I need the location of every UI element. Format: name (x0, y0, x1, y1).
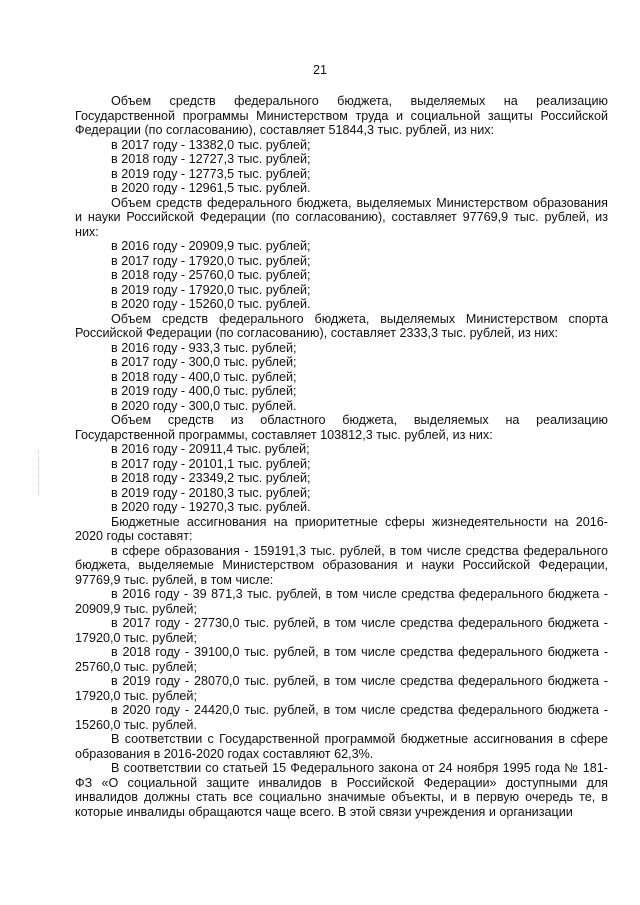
list-item: в 2018 году - 23349,2 тыс. рублей; (111, 471, 311, 485)
paragraph: Бюджетные ассигнования на приоритетные сферы жизнедеятельности на 2016-2020 годы составят: (75, 514, 608, 543)
list-item: в 2020 году - 300,0 тыс. рублей. (111, 398, 297, 413)
paragraph: Объем средств федерального бюджета, выделяемых Министерством спорта Российской Федерации (по согласованию), составляет 2333,3 тыс. рублей, из них: (75, 311, 608, 340)
list-item: в 2018 году - 12727,3 тыс. рублей; (111, 152, 311, 166)
scan-edge-mark (38, 450, 53, 495)
list-item: в 2017 году - 300,0 тыс. рублей; (111, 355, 297, 369)
paragraph: Объем средств федерального бюджета, выделяемых на реализацию Государственной программы Министерством труда и социальной защиты Российской Федерации (по согласованию), составляет 51844,3 тыс. рублей, из них: (75, 94, 608, 137)
list-item: в 2018 году - 25760,0 тыс. рублей; (111, 268, 311, 282)
list-item: в 2019 году - 400,0 тыс. рублей; (111, 384, 297, 398)
paragraph: в 2020 году - 24420,0 тыс. рублей, в том числе средства федерального бюджета - 15260,0 тыс. рублей. (75, 703, 608, 732)
list-item: в 2017 году - 17920,0 тыс. рублей; (111, 253, 311, 268)
paragraph: в 2017 году - 27730,0 тыс. рублей, в том числе средства федерального бюджета - 17920,0 тыс. рублей; (75, 616, 608, 645)
list-item: в 2016 году - 933,3 тыс. рублей; (111, 340, 297, 355)
list-item: в 2020 году - 15260,0 тыс. рублей. (111, 297, 311, 311)
page-number: 21 (312, 63, 327, 77)
list-item: в 2019 году - 20180,3 тыс. рублей; (111, 485, 311, 500)
paragraph: в 2019 году - 28070,0 тыс. рублей, в том числе средства федерального бюджета - 17920,0 тыс. рублей; (75, 674, 608, 703)
paragraph: Объем средств федерального бюджета, выделяемых Министерством образования и науки Российской Федерации (по согласованию), составляет 97769,9 тыс. рублей, из них: (75, 195, 608, 239)
list-item: в 2018 году - 400,0 тыс. рублей; (111, 369, 297, 384)
paragraph: в сфере образования - 159191,3 тыс. рублей, в том числе средства федерального бюджета, выделяемые Министерством образования и науки Российской Федерации, 97769,9 тыс. рублей, в том числе: (75, 543, 608, 587)
paragraph: Объем средств из областного бюджета, выделяемых на реализацию Государственной программы, составляет 103812,3 тыс. рублей, из них: (75, 413, 608, 442)
list-item: в 2016 году - 20911,4 тыс. рублей; (111, 442, 310, 456)
list-item: в 2017 году - 13382,0 тыс. рублей; (111, 137, 311, 152)
paragraph: в 2016 году - 39 871,3 тыс. рублей, в том числе средства федерального бюджета - 20909,9 тыс. рублей; (75, 587, 608, 616)
document-body (75, 94, 608, 819)
paragraph: В соответствии с Государственной программой бюджетные ассигнования в сфере образования в 2016-2020 годах составляют 62,3%. (75, 732, 608, 761)
list-item: в 2017 году - 20101,1 тыс. рублей; (111, 456, 311, 471)
list-item: в 2020 году - 12961,5 тыс. рублей. (111, 181, 311, 195)
list-item: в 2020 году - 19270,3 тыс. рублей. (111, 500, 311, 514)
paragraph: В соответствии со статьей 15 Федерального закона от 24 ноября 1995 года № 181-ФЗ «О социальной защите инвалидов в Российской Федерации» доступными для инвалидов должны стать все социально значимые объекты, и в первую очередь те, в которые инвалиды обращаются чаще всего. В этой связи учреждения и организации (75, 761, 608, 819)
list-item: в 2019 году - 12773,5 тыс. рублей; (111, 166, 311, 181)
list-item: в 2016 году - 20909,9 тыс. рублей; (111, 239, 311, 253)
paragraph: в 2018 году - 39100,0 тыс. рублей, в том числе средства федерального бюджета - 25760,0 тыс. рублей; (75, 645, 608, 674)
list-item: в 2019 году - 17920,0 тыс. рублей; (111, 282, 311, 297)
